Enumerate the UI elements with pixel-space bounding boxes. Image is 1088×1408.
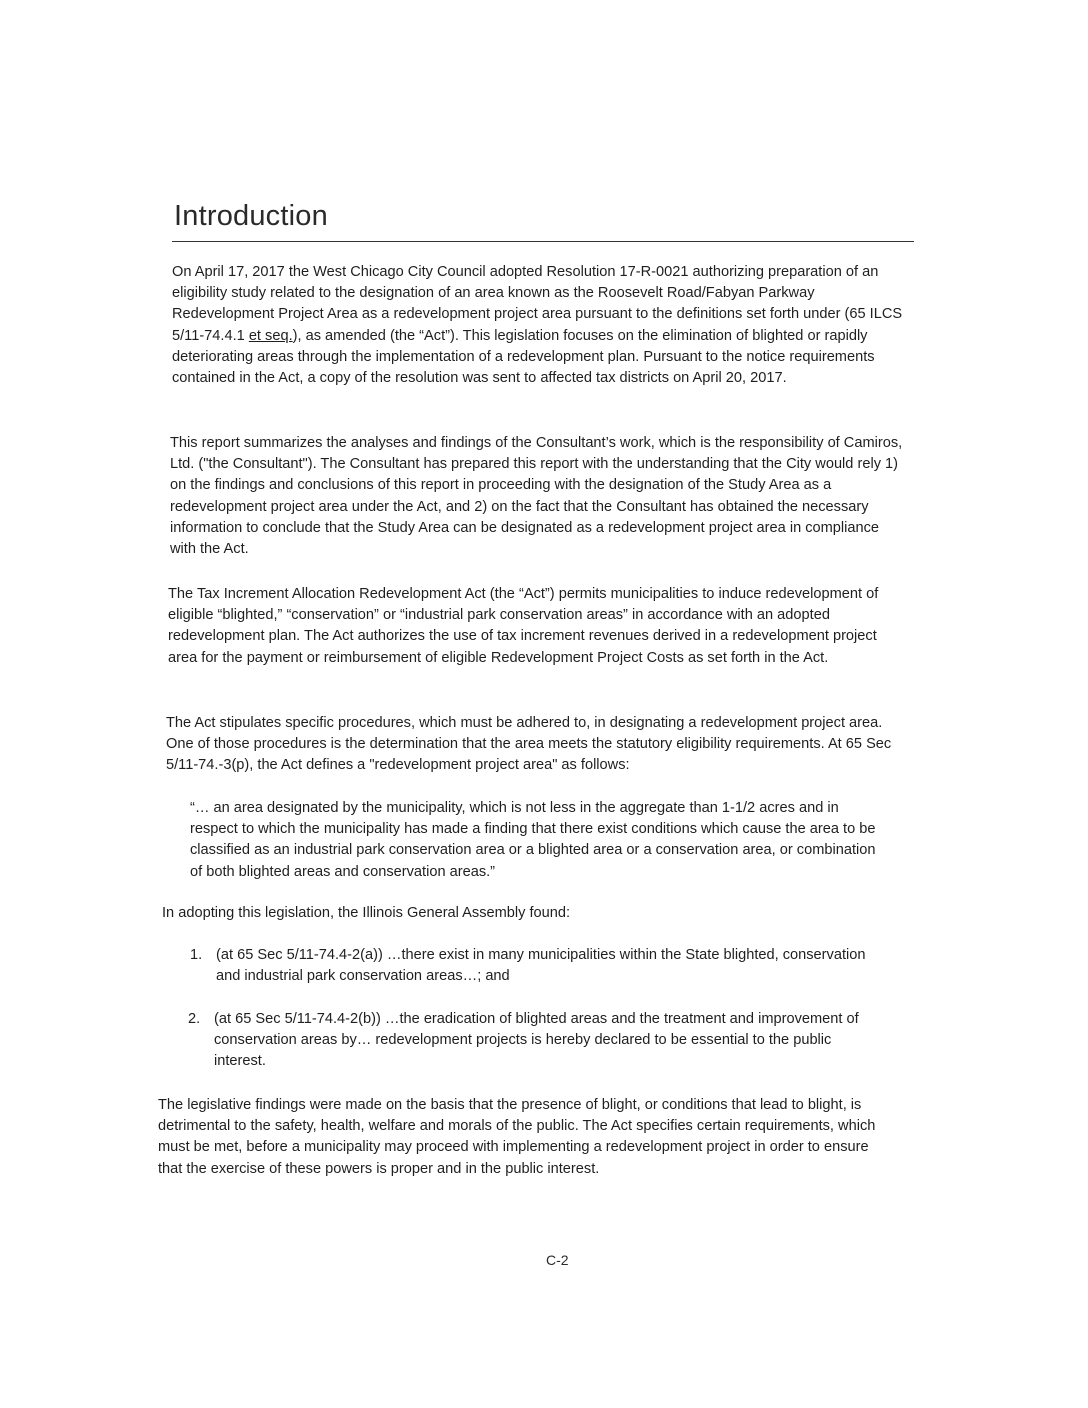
finding-list-item bbox=[188, 1009, 868, 1073]
list-text: (at 65 Sec 5/11-74.4-2(a)) …there exist in many municipalities within the State blighted, conservation and industrial park conservation areas…; and bbox=[216, 947, 866, 985]
page-number: C-2 bbox=[546, 1252, 569, 1268]
list-number: 1. bbox=[190, 947, 203, 963]
paragraph-general-assembly: In adopting this legislation, the Illinois General Assembly found: bbox=[162, 905, 571, 921]
section-heading: Introduction bbox=[174, 200, 328, 232]
paragraph-resolution-text-a: On April 17, 2017 the West Chicago City Council adopted Resolution 17-R-0021 authorizing preparation of an eligibility study related to the designation of an area known as the Roosevelt Road/Fabyan Parkway Redevelopment Project Area as a redevelopment project area pursuant to the definitions set forth under (65 ILCS 5/11-74.4.1 bbox=[172, 264, 903, 344]
paragraph-resolution-text-b: ), as amended (the “Act”). This legislation focuses on the elimination of blighted or rapidly deteriorating areas through the implementation of a redevelopment plan. Pursuant to the notice requirements contained in the Act, a copy of the resolution was sent to affected tax districts on April 20, 2017. bbox=[172, 327, 875, 387]
paragraph-legislative-findings: The legislative findings were made on the basis that the presence of blight, or conditions that lead to blight, is detrimental to the safety, health, welfare and morals of the public. The Act specifies certain requirements, which must be met, before a municipality may proceed with implementing a redevelopment project in order to ensure that the exercise of these powers is proper and in the public interest. bbox=[158, 1097, 876, 1177]
paragraph-resolution bbox=[172, 262, 907, 389]
paragraph-consultant: This report summarizes the analyses and findings of the Consultant’s work, which is the responsibility of Camiros, Ltd. ("the Consultant"). The Consultant has prepared this report with the understanding that the City would rely 1) on the findings and conclusions of this report in proceeding with the designation of the Study Area as a redevelopment project area under the Act, and 2) on the fact that the Consultant has obtained the necessary information to conclude that the Study Area can be designated as a redevelopment project area in compliance with the Act. bbox=[170, 435, 903, 558]
paragraph-procedures: The Act stipulates specific procedures, which must be adhered to, in designating a redevelopment project area. One of those procedures is the determination that the area meets the statutory eligibility requirements. At 65 Sec 5/11-74.-3(p), the Act defines a "redevelopment project area" as follows: bbox=[166, 715, 892, 774]
list-text: (at 65 Sec 5/11-74.4-2(b)) …the eradication of blighted areas and the treatment and improvement of conservation areas by… redevelopment projects is hereby declared to be essential to the public interest. bbox=[214, 1011, 859, 1070]
paragraph-tax-increment-act: The Tax Increment Allocation Redevelopment Act (the “Act”) permits municipalities to induce redevelopment of eligible “blighted,” “conservation” or “industrial park conservation areas” in accordance with an adopted redevelopment plan. The Act authorizes the use of tax increment revenues derived in a redevelopment project area for the payment or reimbursement of eligible Redevelopment Project Costs as set forth in the Act. bbox=[168, 586, 879, 666]
heading-rule bbox=[172, 241, 914, 242]
finding-list-item bbox=[190, 945, 870, 987]
definition-quote: “… an area designated by the municipality, which is not less in the aggregate than 1-1/2 acres and in respect to which the municipality has made a finding that there exist conditions which cause the area to be classified as an industrial park conservation area or a blighted area or a conservation area, or combination of both blighted areas and conservation areas.” bbox=[190, 800, 876, 880]
list-number: 2. bbox=[188, 1011, 201, 1027]
et-seq-underlined: et seq. bbox=[248, 327, 293, 344]
